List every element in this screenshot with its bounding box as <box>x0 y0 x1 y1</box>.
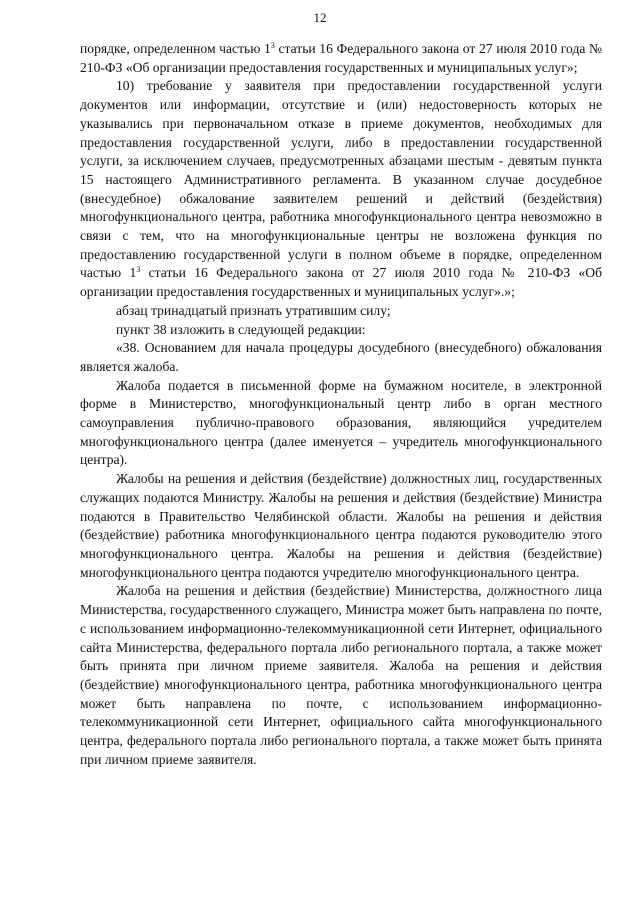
paragraph-complaint-recipients: Жалобы на решения и действия (бездействие) должностных лиц, государственных служащих подаются Министру. Жалобы на решения и действия (бездействие) Министра подаются в Правительство Челябинской области. Жалобы на решения и действия (бездействие) работника многофункционального центра подаются руководителю этого многофункционального центра. Жалобы на решения и действия (бездействие) многофункционального центра подаются учредителю многофункционального центра. <box>80 471 602 580</box>
superscript: 3 <box>270 41 275 50</box>
superscript: 3 <box>136 265 141 275</box>
paragraph-text: статьи 16 Федерального закона от 27 июля 2010 года № 210-ФЗ «Об организации предоставления государственных и муниципальных услуг»; <box>80 41 602 75</box>
paragraph-text: 10) требование у заявителя при предоставлении государственной услуги документов или информации, отсутствие и (или) недостоверность которых не указывались при первоначальном отказе в приеме документов, необходимых для предоставления государственной услуги, либо в предоставлении государственной услуги, за исключением случаев, предусмотренных абзацами шестым - девятым пункта 15 настоящего Административного регламента. В указанном случае досудебное (внесудебное) обжалование заявителем решений и действий (бездействия) многофункционального центра, работника многофункционального центра невозможно в связи с тем, что на многофункциональные центры не возложена функция по предоставлению государственной услуги в полном объеме в порядке, определенном частью 1 <box>80 78 602 281</box>
paragraph-complaint-delivery: Жалоба на решения и действия (бездействие) Министерства, должностного лица Министерства, государственного служащего, Министра может быть направлена по почте, с использованием информационно-телекоммуникационной сети Интернет, официального сайта Министерства, федерального портала либо регионального портала, а также может быть принята при личном приеме заявителя. Жалоба на решения и действия (бездействие) многофункционального центра, работника многофункционального центра может быть направлена по почте, с использованием информационно-телекоммуникационной сети Интернет, официального сайта многофункционального центра, федерального портала либо регионального портала, а также может быть принята при личном приеме заявителя. <box>80 583 602 767</box>
document-body <box>80 40 602 769</box>
paragraph-abzac: абзац тринадцатый признать утратившим силу; <box>116 302 391 318</box>
paragraph-item-10 <box>80 77 602 301</box>
page-number: 12 <box>313 10 327 25</box>
paragraph-punkt-38: пункт 38 изложить в следующей редакции: <box>116 321 366 337</box>
paragraph-complaint-form: Жалоба подается в письменной форме на бумажном носителе, в электронной форме в Министерство, многофункциональный центр либо в орган местного самоуправления публично-правового образования, являющийся учредителем многофункционального центра (далее именуется – учредитель многофункционального центра). <box>80 377 602 468</box>
paragraph-38: «38. Основанием для начала процедуры досудебного (внесудебного) обжалования является жалоба. <box>80 340 602 374</box>
paragraph-continuation <box>80 40 602 77</box>
paragraph-text: порядке, определенном частью 1 <box>80 41 271 56</box>
paragraph-text: статьи 16 Федерального закона от 27 июля 2010 года № 210-ФЗ «Об организации предоставления государственных и муниципальных услуг».»; <box>80 265 602 300</box>
